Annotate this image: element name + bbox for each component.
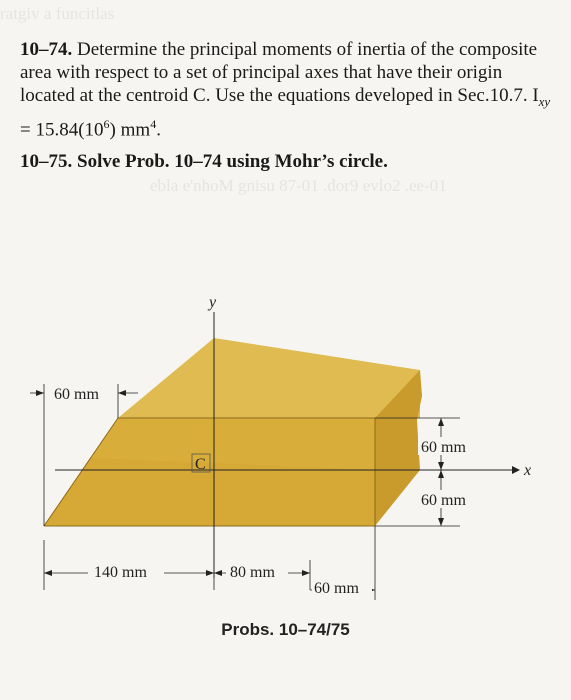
dim-top-arrow-right: [118, 390, 126, 396]
shape-top-face: [118, 338, 420, 418]
problem-number: 10–74.: [20, 39, 73, 60]
bleed-through-text: ratgiv a funcitlas: [0, 4, 115, 23]
dim-right-arrow-top: [438, 418, 444, 426]
dim-right-arrow-bottom: [438, 518, 444, 526]
period: .: [156, 119, 161, 141]
dim-80-arrow-right: [302, 570, 310, 576]
bleed-through-text: ebla e'nhoM gnisu 87-01 .dor9 evlo2 .ee-01: [150, 176, 447, 195]
dim-80-arrow-left: [214, 570, 222, 576]
dim-140-label: 140 mm: [94, 564, 147, 581]
dim-top-label: 60 mm: [54, 386, 99, 403]
dim-right-arrow-mid-down: [438, 470, 444, 478]
figure-caption: Probs. 10–74/75: [221, 620, 350, 639]
ixy-unit: ) mm: [109, 119, 151, 141]
dim-140-arrow-left: [44, 570, 52, 576]
shape-shadow: [44, 458, 375, 526]
y-axis-label: y: [209, 294, 217, 311]
problem-number: 10–75.: [20, 151, 73, 172]
centroid-label: C: [195, 456, 206, 473]
problem-text: Determine the principal moments of inertia of the composite area with respect to a set of principal axes that have their origin located at the centroid C. Use the equations developed in Sec.10.7. I: [20, 39, 539, 106]
problem-text: Solve Prob. 10–74 using Mohr’s circle.: [77, 151, 388, 172]
ixy-value: = 15.84(10: [20, 119, 104, 141]
dim-right-lower-label: 60 mm: [421, 492, 466, 509]
dim-80-label: 80 mm: [230, 564, 275, 581]
dim-top-arrow-left: [36, 390, 44, 396]
ixy-exponent: 6: [103, 116, 110, 131]
dim-right-upper-label: 60 mm: [421, 439, 466, 456]
x-axis-label: x: [524, 462, 532, 479]
ixy-subscript: xy: [538, 93, 551, 109]
dim-140-arrow-right: [206, 570, 214, 576]
unit-exponent: 4: [150, 116, 157, 131]
dim-right-arrow-mid-up: [438, 462, 444, 470]
dim-60b-label: 60 mm: [314, 580, 359, 597]
x-axis-arrow: [512, 466, 520, 474]
